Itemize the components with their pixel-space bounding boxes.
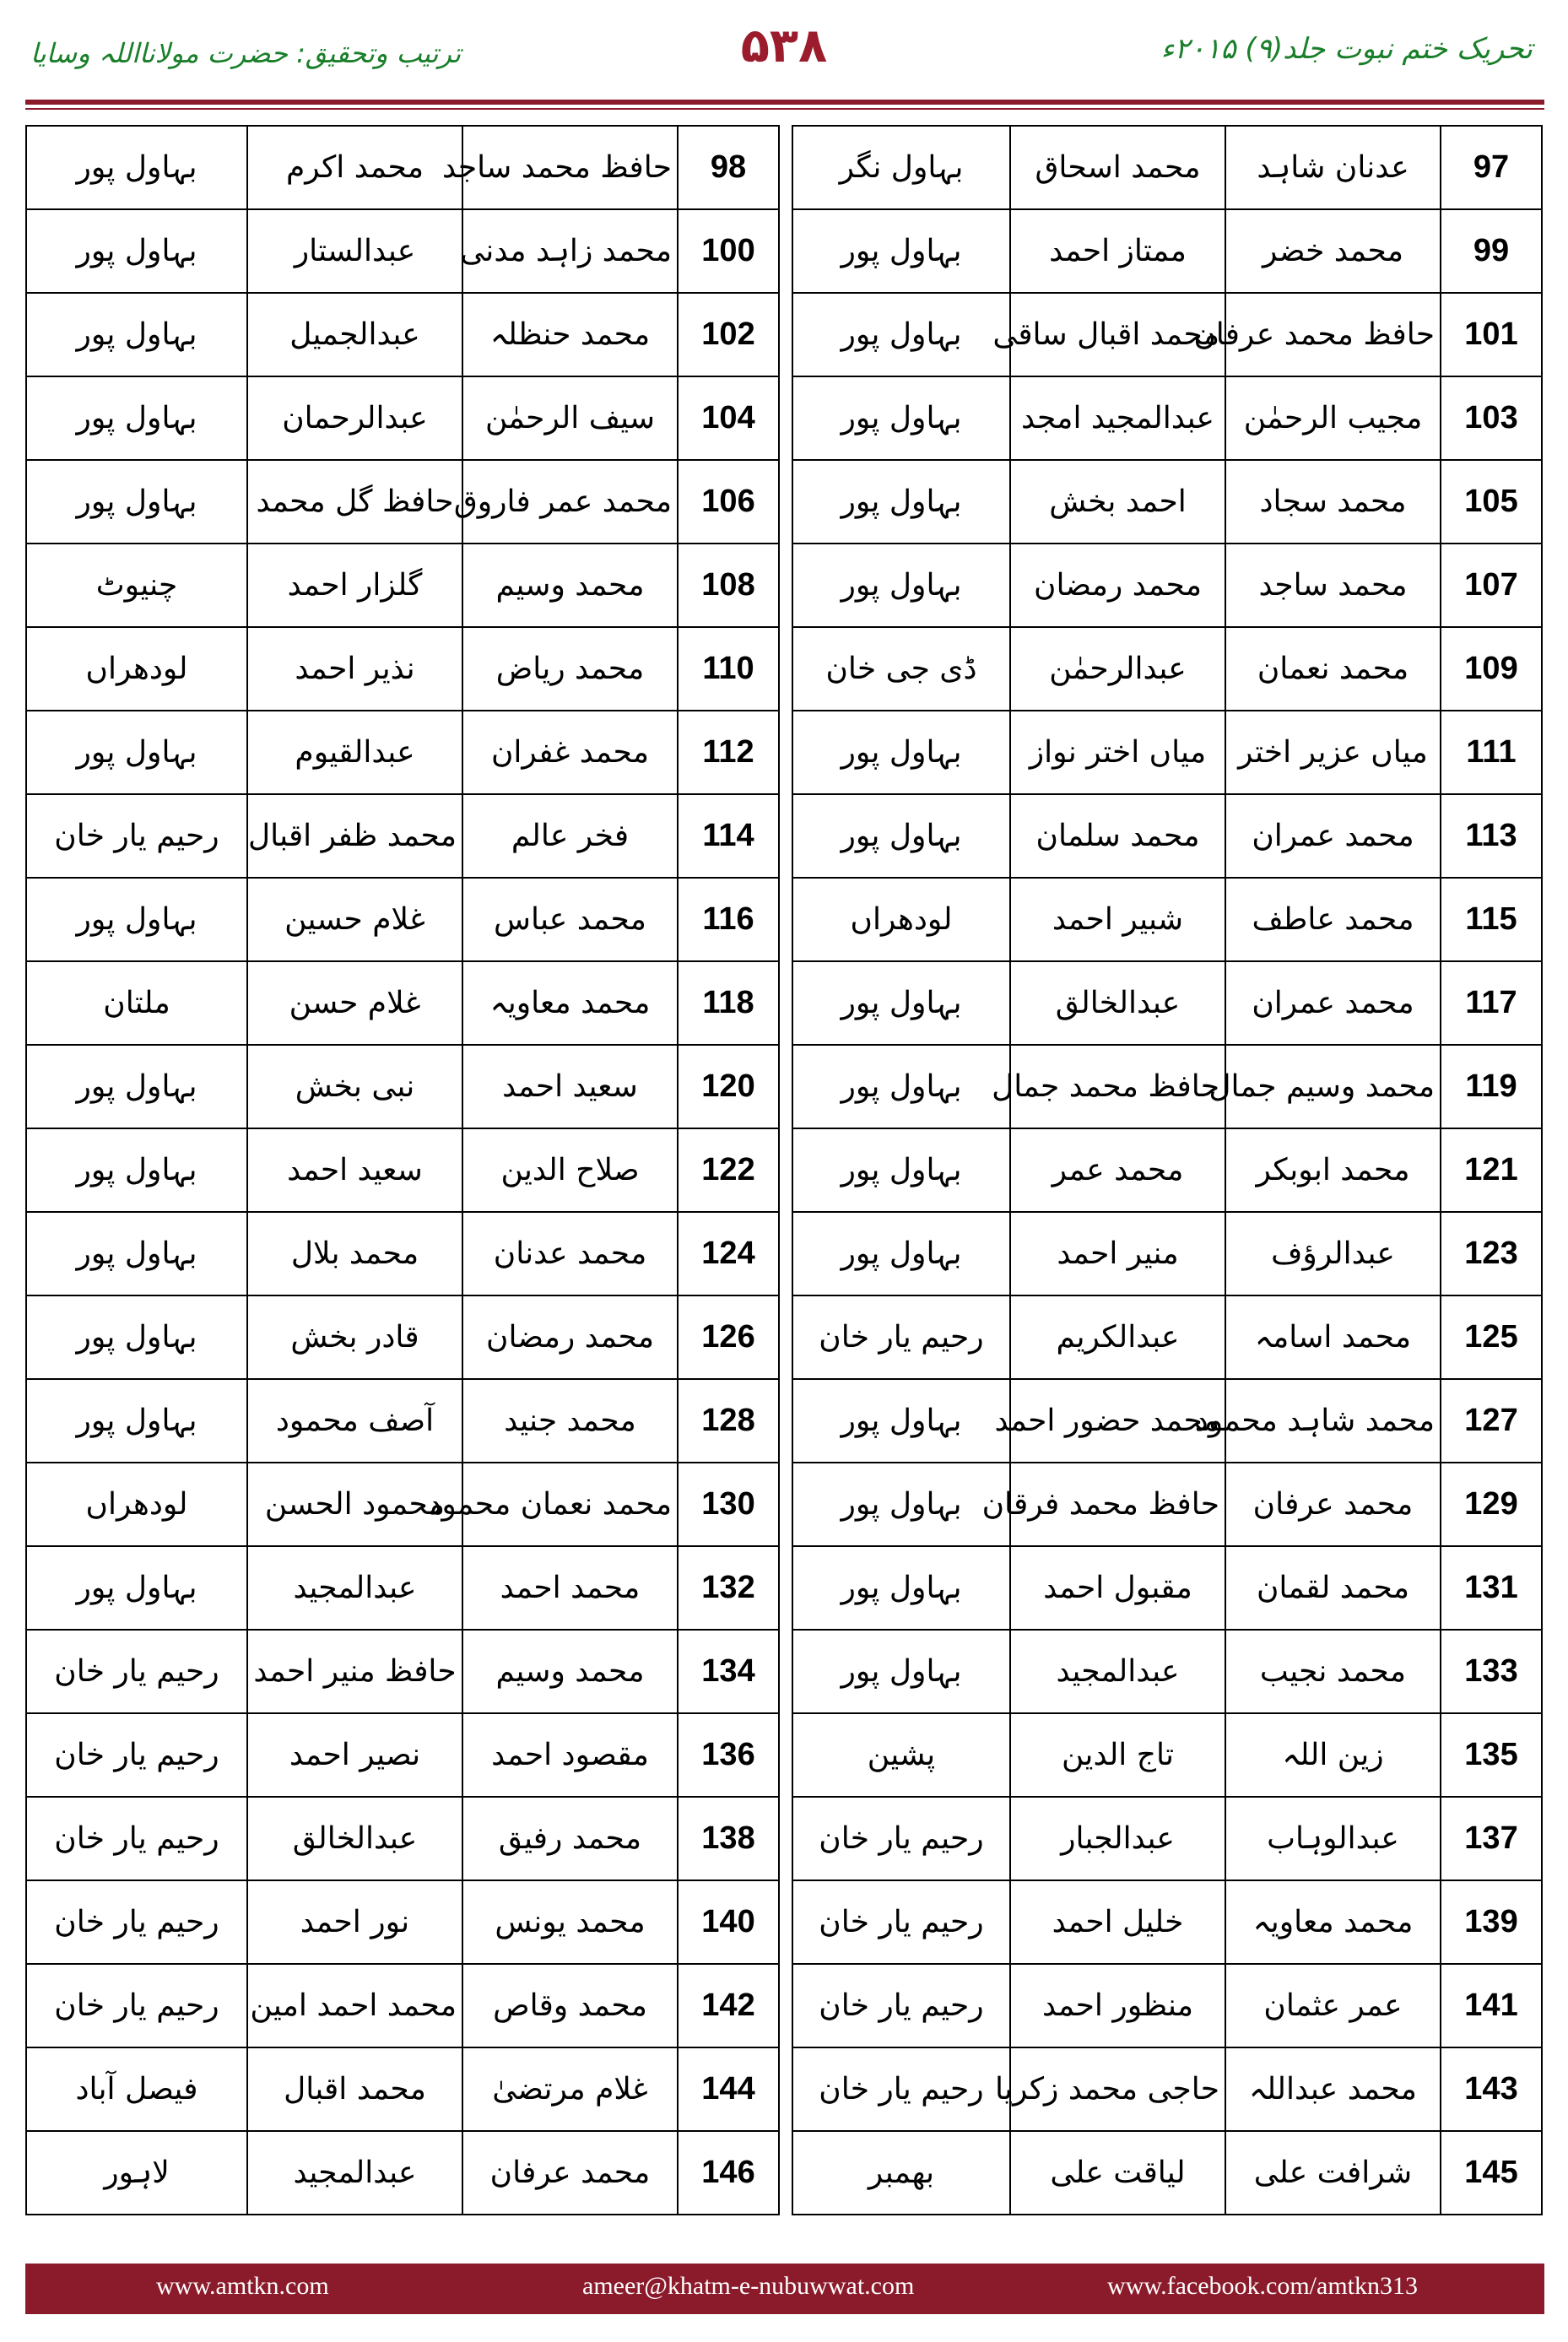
name-cell: فخر عالم <box>462 794 678 878</box>
name-cell: محمد عدنان <box>462 1212 678 1295</box>
name-cell: محمد نعمان <box>1225 627 1441 711</box>
father-name-cell: عبدالرحمٰن <box>1010 627 1225 711</box>
city-cell: بہاول پور <box>792 209 1010 293</box>
name-cell: حافظ محمد عرفان <box>1225 293 1441 376</box>
father-name-cell: عبدالمجید امجد <box>1010 376 1225 460</box>
name-cell: محمد عمران <box>1225 961 1441 1045</box>
father-name-cell: محمد بلال <box>247 1212 462 1295</box>
name-cell: سیف الرحمٰن <box>462 376 678 460</box>
name-cell: محمد نعمان محمود <box>462 1463 678 1546</box>
name-cell: عدنان شاہد <box>1225 126 1441 209</box>
name-cell: محمد ریاض <box>462 627 678 711</box>
name-cell: محمد زاہد مدنی <box>462 209 678 293</box>
father-name-cell: حافظ محمد فرقان <box>1010 1463 1225 1546</box>
father-name-cell: تاج الدین <box>1010 1713 1225 1797</box>
table-row <box>26 1630 779 1713</box>
table-row <box>26 1713 779 1797</box>
name-cell: مقصود احمد <box>462 1713 678 1797</box>
table-row <box>792 627 1542 711</box>
name-cell: محمد سجاد <box>1225 460 1441 544</box>
header-rule-thick <box>25 100 1544 105</box>
table-row <box>26 209 779 293</box>
city-cell: ملتان <box>26 961 247 1045</box>
city-cell: بہاول نگر <box>792 126 1010 209</box>
father-name-cell: محمود الحسن <box>247 1463 462 1546</box>
serial-number-cell: 137 <box>1441 1797 1542 1880</box>
table-row <box>792 209 1542 293</box>
name-cell: محمد عباس <box>462 878 678 961</box>
table-row <box>792 1880 1542 1964</box>
serial-number-cell: 128 <box>678 1379 779 1463</box>
table-row <box>26 293 779 376</box>
city-cell: رحیم یار خان <box>792 1295 1010 1379</box>
father-name-cell: عبدالرحمان <box>247 376 462 460</box>
table-row <box>792 1630 1542 1713</box>
table-row <box>26 794 779 878</box>
name-cell: محمد اسامہ <box>1225 1295 1441 1379</box>
table-row <box>26 627 779 711</box>
table-row <box>792 293 1542 376</box>
table-row <box>792 1212 1542 1295</box>
serial-number-cell: 115 <box>1441 878 1542 961</box>
city-cell: رحیم یار خان <box>792 1880 1010 1964</box>
table-row <box>792 1546 1542 1630</box>
serial-number-cell: 134 <box>678 1630 779 1713</box>
father-name-cell: منیر احمد <box>1010 1212 1225 1295</box>
serial-number-cell: 100 <box>678 209 779 293</box>
city-cell: بہاول پور <box>792 711 1010 794</box>
city-cell: فیصل آباد <box>26 2047 247 2131</box>
father-name-cell: عبدالخالق <box>247 1797 462 1880</box>
father-name-cell: عبدالخالق <box>1010 961 1225 1045</box>
father-name-cell: خلیل احمد <box>1010 1880 1225 1964</box>
name-cell: محمد عمران <box>1225 794 1441 878</box>
city-cell: رحیم یار خان <box>26 794 247 878</box>
right-half-table <box>792 125 1543 2215</box>
city-cell: لودھراں <box>26 1463 247 1546</box>
serial-number-cell: 105 <box>1441 460 1542 544</box>
city-cell: بہاول پور <box>792 544 1010 627</box>
name-cell: محمد وسیم <box>462 1630 678 1713</box>
city-cell: رحیم یار خان <box>26 1964 247 2047</box>
city-cell: بہاول پور <box>26 1295 247 1379</box>
table-row <box>792 1045 1542 1128</box>
city-cell: بہاول پور <box>792 1379 1010 1463</box>
father-name-cell: نور احمد <box>247 1880 462 1964</box>
table-row <box>26 1379 779 1463</box>
city-cell: بہاول پور <box>792 293 1010 376</box>
left-half-table <box>25 125 780 2215</box>
city-cell: بہاول پور <box>26 126 247 209</box>
table-row <box>792 1713 1542 1797</box>
table-row <box>26 460 779 544</box>
city-cell: بہاول پور <box>26 1212 247 1295</box>
city-cell: بہاول پور <box>26 209 247 293</box>
name-cell: محمد وقاص <box>462 1964 678 2047</box>
serial-number-cell: 125 <box>1441 1295 1542 1379</box>
father-name-cell: نبی بخش <box>247 1045 462 1128</box>
name-cell: میاں عزیر اختر <box>1225 711 1441 794</box>
name-cell: حافظ محمد ساجد <box>462 126 678 209</box>
serial-number-cell: 106 <box>678 460 779 544</box>
table-row <box>26 1964 779 2047</box>
table-row <box>26 2047 779 2131</box>
father-name-cell: محمد حضور احمد <box>1010 1379 1225 1463</box>
father-name-cell: عبدالستار <box>247 209 462 293</box>
city-cell: بہاول پور <box>792 794 1010 878</box>
city-cell: بہاول پور <box>792 1212 1010 1295</box>
serial-number-cell: 111 <box>1441 711 1542 794</box>
father-name-cell: لیاقت علی <box>1010 2131 1225 2215</box>
table-row <box>26 961 779 1045</box>
city-cell: بہاول پور <box>26 1128 247 1212</box>
table-row <box>792 1797 1542 1880</box>
serial-number-cell: 114 <box>678 794 779 878</box>
name-cell: سعید احمد <box>462 1045 678 1128</box>
father-name-cell: محمد ظفر اقبال <box>247 794 462 878</box>
serial-number-cell: 133 <box>1441 1630 1542 1713</box>
father-name-cell: عبدالجبار <box>1010 1797 1225 1880</box>
father-name-cell: منظور احمد <box>1010 1964 1225 2047</box>
serial-number-cell: 112 <box>678 711 779 794</box>
city-cell: لودھراں <box>26 627 247 711</box>
serial-number-cell: 120 <box>678 1045 779 1128</box>
name-cell: محمد خضر <box>1225 209 1441 293</box>
father-name-cell: غلام حسن <box>247 961 462 1045</box>
name-cell: محمد شاہد محمود <box>1225 1379 1441 1463</box>
city-cell: بہاول پور <box>792 376 1010 460</box>
name-cell: محمد ساجد <box>1225 544 1441 627</box>
table-row <box>792 376 1542 460</box>
father-name-cell: حافظ منیر احمد <box>247 1630 462 1713</box>
name-cell: محمد حنظلہ <box>462 293 678 376</box>
serial-number-cell: 131 <box>1441 1546 1542 1630</box>
serial-number-cell: 124 <box>678 1212 779 1295</box>
name-cell: محمد یونس <box>462 1880 678 1964</box>
city-cell: بہاول پور <box>26 1045 247 1128</box>
father-name-cell: محمد اکرم <box>247 126 462 209</box>
city-cell: رحیم یار خان <box>792 1797 1010 1880</box>
city-cell: بہاول پور <box>26 460 247 544</box>
father-name-cell: محمد اقبال <box>247 2047 462 2131</box>
city-cell: چنیوٹ <box>26 544 247 627</box>
serial-number-cell: 103 <box>1441 376 1542 460</box>
father-name-cell: عبدالمجید <box>247 1546 462 1630</box>
facebook-link[interactable]: www.facebook.com/amtkn313 <box>1107 2272 1418 2300</box>
city-cell: لودھراں <box>792 878 1010 961</box>
father-name-cell: احمد بخش <box>1010 460 1225 544</box>
father-name-cell: سعید احمد <box>247 1128 462 1212</box>
father-name-cell: آصف محمود <box>247 1379 462 1463</box>
father-name-cell: نذیر احمد <box>247 627 462 711</box>
father-name-cell: شبیر احمد <box>1010 878 1225 961</box>
email-link[interactable]: ameer@khatm-e-nubuwwat.com <box>582 2272 915 2300</box>
city-cell: پشین <box>792 1713 1010 1797</box>
table-row <box>26 1212 779 1295</box>
name-cell: مجیب الرحمٰن <box>1225 376 1441 460</box>
serial-number-cell: 136 <box>678 1713 779 1797</box>
father-name-cell: قادر بخش <box>247 1295 462 1379</box>
father-name-cell: گلزار احمد <box>247 544 462 627</box>
table-row <box>26 711 779 794</box>
page-number: ۵۳۸ <box>740 19 828 73</box>
serial-number-cell: 99 <box>1441 209 1542 293</box>
serial-number-cell: 145 <box>1441 2131 1542 2215</box>
city-cell: رحیم یار خان <box>26 1797 247 1880</box>
father-name-cell: محمد اقبال ساقی <box>1010 293 1225 376</box>
city-cell: بہاول پور <box>26 293 247 376</box>
father-name-cell: مقبول احمد <box>1010 1546 1225 1630</box>
father-name-cell: عبدالجمیل <box>247 293 462 376</box>
name-cell: محمد غفران <box>462 711 678 794</box>
serial-number-cell: 129 <box>1441 1463 1542 1546</box>
city-cell: بہاول پور <box>792 1546 1010 1630</box>
table-row <box>792 794 1542 878</box>
table-row <box>26 1045 779 1128</box>
father-name-cell: حاجی محمد زکریا <box>1010 2047 1225 2131</box>
city-cell: بہاول پور <box>792 1045 1010 1128</box>
serial-number-cell: 104 <box>678 376 779 460</box>
serial-number-cell: 143 <box>1441 2047 1542 2131</box>
city-cell: بہاول پور <box>26 711 247 794</box>
father-name-cell: محمد سلمان <box>1010 794 1225 878</box>
table-row <box>792 1964 1542 2047</box>
table-row <box>792 1379 1542 1463</box>
name-cell: شرافت علی <box>1225 2131 1441 2215</box>
serial-number-cell: 97 <box>1441 126 1542 209</box>
table-row <box>26 1880 779 1964</box>
city-cell: بہاول پور <box>26 1546 247 1630</box>
serial-number-cell: 107 <box>1441 544 1542 627</box>
name-cell: محمد عبداللہ <box>1225 2047 1441 2131</box>
website-link[interactable]: www.amtkn.com <box>156 2272 329 2300</box>
father-name-cell: محمد عمر <box>1010 1128 1225 1212</box>
father-name-cell: محمد رمضان <box>1010 544 1225 627</box>
table-row <box>26 376 779 460</box>
father-name-cell: عبدالقیوم <box>247 711 462 794</box>
page-footer <box>25 2264 1544 2314</box>
name-cell: محمد عاطف <box>1225 878 1441 961</box>
serial-number-cell: 121 <box>1441 1128 1542 1212</box>
name-cell: محمد وسیم جمال <box>1225 1045 1441 1128</box>
header-rule-thin <box>25 108 1544 110</box>
serial-number-cell: 109 <box>1441 627 1542 711</box>
serial-number-cell: 126 <box>678 1295 779 1379</box>
table-row <box>26 1128 779 1212</box>
father-name-cell: عبدالمجید <box>247 2131 462 2215</box>
table-row <box>26 1797 779 1880</box>
table-row <box>792 711 1542 794</box>
table-row <box>792 1295 1542 1379</box>
names-table <box>25 125 1543 2231</box>
name-cell: زین اللہ <box>1225 1713 1441 1797</box>
serial-number-cell: 135 <box>1441 1713 1542 1797</box>
father-name-cell: حافظ گل محمد <box>247 460 462 544</box>
city-cell: رحیم یار خان <box>26 1713 247 1797</box>
name-cell: محمد لقمان <box>1225 1546 1441 1630</box>
book-title: تحریک ختم نبوت جلد(۹) ۲۰۱۵ء <box>1160 32 1533 66</box>
city-cell: ڈی جی خان <box>792 627 1010 711</box>
city-cell: بہاول پور <box>26 376 247 460</box>
table-row <box>26 878 779 961</box>
name-cell: محمد وسیم <box>462 544 678 627</box>
name-cell: صلاح الدین <box>462 1128 678 1212</box>
father-name-cell: ممتاز احمد <box>1010 209 1225 293</box>
table-row <box>792 878 1542 961</box>
page-header <box>0 0 1568 101</box>
name-cell: محمد عرفان <box>1225 1463 1441 1546</box>
name-cell: محمد معاویہ <box>462 961 678 1045</box>
serial-number-cell: 116 <box>678 878 779 961</box>
father-name-cell: حافظ محمد جمال <box>1010 1045 1225 1128</box>
serial-number-cell: 142 <box>678 1964 779 2047</box>
city-cell: بہاول پور <box>792 1128 1010 1212</box>
city-cell: بہاول پور <box>792 961 1010 1045</box>
table-row <box>26 2131 779 2215</box>
city-cell: بہاول پور <box>26 878 247 961</box>
serial-number-cell: 101 <box>1441 293 1542 376</box>
city-cell: رحیم یار خان <box>26 1630 247 1713</box>
table-row <box>26 1546 779 1630</box>
city-cell: رحیم یار خان <box>792 1964 1010 2047</box>
city-cell: بہاول پور <box>792 1630 1010 1713</box>
table-row <box>26 544 779 627</box>
table-row <box>792 2131 1542 2215</box>
city-cell: رحیم یار خان <box>792 2047 1010 2131</box>
father-name-cell: محمد اسحاق <box>1010 126 1225 209</box>
name-cell: عبدالرؤف <box>1225 1212 1441 1295</box>
serial-number-cell: 108 <box>678 544 779 627</box>
serial-number-cell: 119 <box>1441 1045 1542 1128</box>
father-name-cell: میاں اختر نواز <box>1010 711 1225 794</box>
name-cell: غلام مرتضیٰ <box>462 2047 678 2131</box>
table-row <box>792 961 1542 1045</box>
name-cell: محمد عرفان <box>462 2131 678 2215</box>
father-name-cell: غلام حسین <box>247 878 462 961</box>
table-row <box>792 460 1542 544</box>
father-name-cell: نصیر احمد <box>247 1713 462 1797</box>
serial-number-cell: 141 <box>1441 1964 1542 2047</box>
serial-number-cell: 132 <box>678 1546 779 1630</box>
city-cell: بھمبر <box>792 2131 1010 2215</box>
father-name-cell: عبدالکریم <box>1010 1295 1225 1379</box>
serial-number-cell: 138 <box>678 1797 779 1880</box>
serial-number-cell: 139 <box>1441 1880 1542 1964</box>
serial-number-cell: 130 <box>678 1463 779 1546</box>
table-row <box>26 126 779 209</box>
name-cell: محمد رفیق <box>462 1797 678 1880</box>
table-row <box>792 544 1542 627</box>
father-name-cell: عبدالمجید <box>1010 1630 1225 1713</box>
serial-number-cell: 144 <box>678 2047 779 2131</box>
table-row <box>26 1295 779 1379</box>
table-row <box>792 2047 1542 2131</box>
serial-number-cell: 113 <box>1441 794 1542 878</box>
serial-number-cell: 140 <box>678 1880 779 1964</box>
serial-number-cell: 118 <box>678 961 779 1045</box>
father-name-cell: محمد احمد امین <box>247 1964 462 2047</box>
city-cell: بہاول پور <box>792 460 1010 544</box>
table-row <box>26 1463 779 1546</box>
name-cell: محمد نجیب <box>1225 1630 1441 1713</box>
table-row <box>792 1463 1542 1546</box>
city-cell: بہاول پور <box>792 1463 1010 1546</box>
city-cell: بہاول پور <box>26 1379 247 1463</box>
serial-number-cell: 117 <box>1441 961 1542 1045</box>
serial-number-cell: 146 <box>678 2131 779 2215</box>
serial-number-cell: 122 <box>678 1128 779 1212</box>
name-cell: عبدالوہاب <box>1225 1797 1441 1880</box>
serial-number-cell: 102 <box>678 293 779 376</box>
table-row <box>792 126 1542 209</box>
name-cell: عمر عثمان <box>1225 1964 1441 2047</box>
serial-number-cell: 98 <box>678 126 779 209</box>
city-cell: لاہور <box>26 2131 247 2215</box>
serial-number-cell: 123 <box>1441 1212 1542 1295</box>
serial-number-cell: 127 <box>1441 1379 1542 1463</box>
name-cell: محمد معاویہ <box>1225 1880 1441 1964</box>
serial-number-cell: 110 <box>678 627 779 711</box>
name-cell: محمد عمر فاروق <box>462 460 678 544</box>
name-cell: محمد ابوبکر <box>1225 1128 1441 1212</box>
table-row <box>792 1128 1542 1212</box>
city-cell: رحیم یار خان <box>26 1880 247 1964</box>
name-cell: محمد رمضان <box>462 1295 678 1379</box>
name-cell: محمد جنید <box>462 1379 678 1463</box>
name-cell: محمد احمد <box>462 1546 678 1630</box>
compiler-credit: ترتیب وتحقیق: حضرت مولانااللہ وسایا <box>30 37 462 69</box>
